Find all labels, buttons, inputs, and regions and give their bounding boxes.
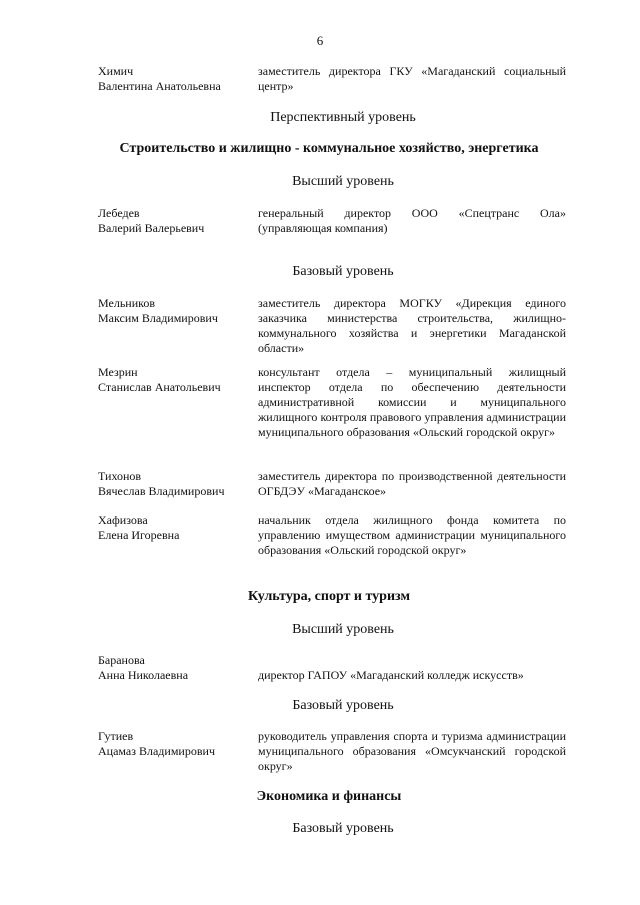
section-heading: Строительство и жилищно - коммунальное хозяйство, энергетика (119, 141, 539, 156)
person-position: руководитель управления спорта и туризма администрации муниципального образования «Омсукчанский городской округ» (258, 729, 566, 773)
person-position: заместитель директора МОГКУ «Дирекция единого заказчика министерства строительства, жилищно-коммунального хозяйства и энергетики Магаданской области» (258, 296, 566, 355)
person-name (98, 206, 258, 236)
surname: Химич (98, 64, 134, 78)
person-position: начальник отдела жилищного фонда комитета по управлению имуществом администрации муниципального образования «Ольский городской округ» (258, 513, 566, 557)
surname: Баранова (98, 653, 145, 667)
person-position: заместитель директора ГКУ «Магаданский социальный центр» (258, 64, 566, 93)
given-names: Вячеслав Владимирович (98, 484, 225, 498)
section-heading: Экономика и финансы (256, 789, 402, 804)
person-name (98, 469, 258, 499)
person-position: директор ГАПОУ «Магаданский колледж искусств» (258, 668, 524, 682)
surname: Гутиев (98, 729, 134, 743)
person-name (98, 365, 258, 395)
person-position: заместитель директора по производственной деятельности ОГБДЭУ «Магаданское» (258, 469, 566, 498)
person-name (98, 729, 258, 759)
level-heading: Перспективный уровень (270, 110, 416, 125)
person-name (98, 64, 258, 94)
given-names: Ацамаз Владимирович (98, 744, 215, 758)
given-names: Максим Владимирович (98, 311, 218, 325)
level-heading: Высший уровень (292, 622, 394, 637)
given-names: Валерий Валерьевич (98, 221, 205, 235)
surname: Мезрин (98, 365, 138, 379)
surname: Хафизова (98, 513, 148, 527)
given-names: Валентина Анатольевна (98, 79, 221, 93)
person-name (98, 513, 258, 543)
person-position: генеральный директор ООО «Спецтранс Ола» (управляющая компания) (258, 206, 566, 235)
level-heading: Базовый уровень (292, 821, 394, 836)
person-name (98, 653, 258, 683)
surname: Мельников (98, 296, 156, 310)
section-heading: Культура, спорт и туризм (248, 589, 410, 604)
level-heading: Базовый уровень (292, 698, 394, 713)
level-heading: Базовый уровень (292, 264, 394, 279)
surname: Тихонов (98, 469, 142, 483)
given-names: Станислав Анатольевич (98, 380, 221, 394)
level-heading: Высший уровень (292, 174, 394, 189)
given-names: Елена Игоревна (98, 528, 180, 542)
person-name (98, 296, 258, 326)
page-number: 6 (316, 33, 324, 48)
surname: Лебедев (98, 206, 140, 220)
person-position: консультант отдела – муниципальный жилищный инспектор отдела по обеспечению деятельности административной комиссии и муниципального жилищного контроля правового управления администрации муниципального образования «Ольский городской округ» (258, 365, 566, 439)
given-names: Анна Николаевна (98, 668, 189, 682)
